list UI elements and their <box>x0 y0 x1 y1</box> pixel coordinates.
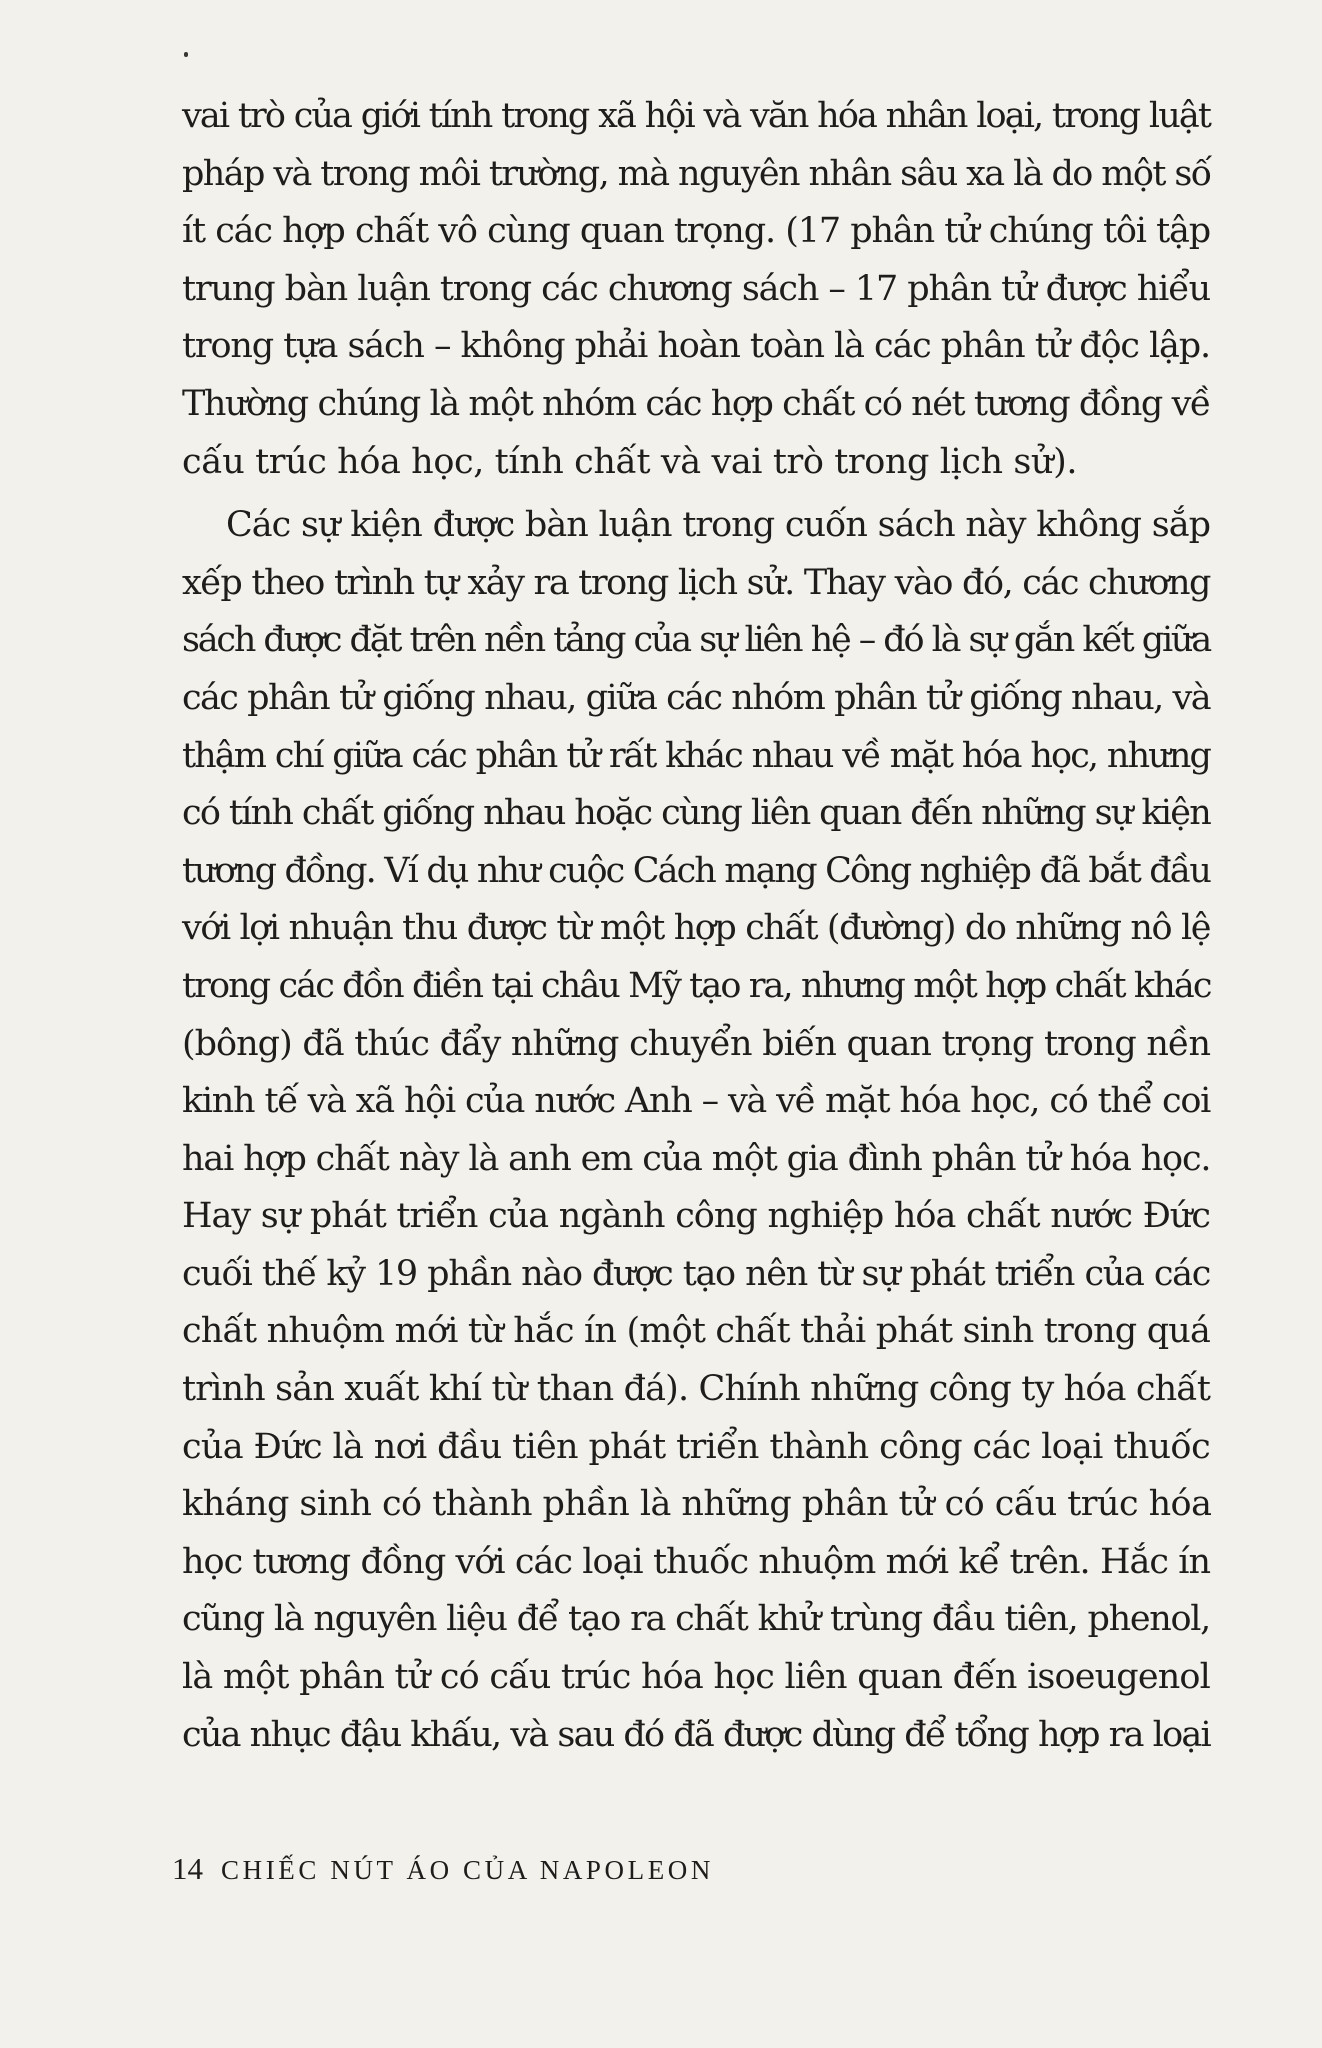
text-line: kháng sinh có thành phần là những phân tử có cấu trúc hóa <box>182 1484 1212 1525</box>
text-line: thậm chí giữa các phân tử rất khác nhau về mặt hóa học, nhưng <box>182 735 1210 776</box>
text-line: Các sự kiện được bàn luận trong cuốn sách này không sắp <box>226 505 1210 546</box>
paragraph-2 <box>182 497 1210 1764</box>
text-line: trong các đồn điền tại châu Mỹ tạo ra, nhưng một hợp chất khác <box>182 965 1211 1006</box>
text-line: trung bàn luận trong các chương sách – 17 phân tử được hiểu <box>182 268 1210 309</box>
text-line: của nhục đậu khấu, và sau đó đã được dùng để tổng hợp ra loại <box>182 1714 1210 1755</box>
book-title: CHIẾC NÚT ÁO CỦA NAPOLEON <box>221 1855 715 1885</box>
text-line: trình sản xuất khí từ than đá). Chính những công ty hóa chất <box>182 1369 1211 1410</box>
text-line: là một phân tử có cấu trúc hóa học liên quan đến isoeugenol <box>182 1657 1210 1698</box>
paragraph-1 <box>182 88 1210 491</box>
body-text <box>182 88 1210 1764</box>
text-line: sách được đặt trên nền tảng của sự liên hệ – đó là sự gắn kết giữa <box>182 620 1210 661</box>
text-line: Hay sự phát triển của ngành công nghiệp hóa chất nước Đức <box>182 1196 1210 1237</box>
text-line: xếp theo trình tự xảy ra trong lịch sử. Thay vào đó, các chương <box>182 562 1210 603</box>
text-line: pháp và trong môi trường, mà nguyên nhân sâu xa là do một số <box>182 153 1211 194</box>
text-line: có tính chất giống nhau hoặc cùng liên quan đến những sự kiện <box>182 793 1210 834</box>
text-line: Thường chúng là một nhóm các hợp chất có nét tương đồng về <box>182 383 1210 424</box>
text-line: kinh tế và xã hội của nước Anh – và về mặt hóa học, có thể coi <box>182 1081 1210 1122</box>
text-line: trong tựa sách – không phải hoàn toàn là các phân tử độc lập. <box>182 326 1210 367</box>
text-line: ít các hợp chất vô cùng quan trọng. (17 phân tử chúng tôi tập <box>182 211 1210 252</box>
text-line: với lợi nhuận thu được từ một hợp chất (đường) do những nô lệ <box>182 908 1210 949</box>
text-line: chất nhuộm mới từ hắc ín (một chất thải phát sinh trong quá <box>182 1311 1210 1352</box>
text-line: cũng là nguyên liệu để tạo ra chất khử trùng đầu tiên, phenol, <box>182 1599 1210 1640</box>
text-line: (bông) đã thúc đẩy những chuyển biến quan trọng trong nền <box>182 1023 1210 1064</box>
page-number: 14 <box>172 1851 203 1886</box>
text-line: các phân tử giống nhau, giữa các nhóm phân tử giống nhau, và <box>182 677 1210 718</box>
text-line: hai hợp chất này là anh em của một gia đình phân tử hóa học. <box>182 1138 1211 1179</box>
print-speck <box>184 52 188 57</box>
running-footer <box>172 1851 714 1887</box>
text-line: của Đức là nơi đầu tiên phát triển thành công các loại thuốc <box>182 1426 1210 1467</box>
text-line: cấu trúc hóa học, tính chất và vai trò trong lịch sử). <box>182 441 1078 482</box>
text-line: tương đồng. Ví dụ như cuộc Cách mạng Công nghiệp đã bắt đầu <box>182 850 1210 891</box>
text-line: cuối thế kỷ 19 phần nào được tạo nên từ sự phát triển của các <box>182 1253 1210 1294</box>
text-line: học tương đồng với các loại thuốc nhuộm mới kể trên. Hắc ín <box>182 1541 1210 1582</box>
text-line: vai trò của giới tính trong xã hội và văn hóa nhân loại, trong luật <box>182 96 1210 136</box>
